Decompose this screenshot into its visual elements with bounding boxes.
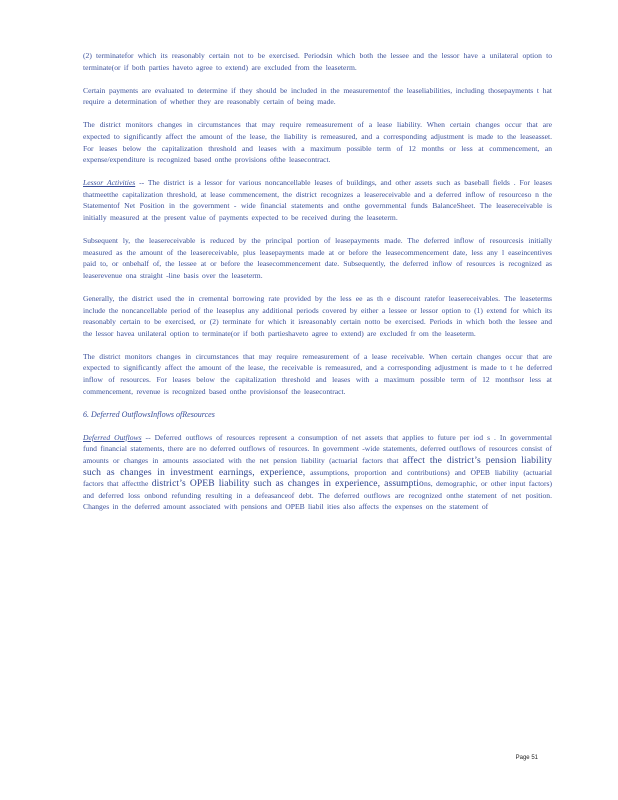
paragraph-lease-receivable-reduction: Subsequent ly, the leasereceivable is reduced by the principal portion of leasepayments made. The deferred inflow of resourcesis initially measured as the amount of the leasereceivable, plus leasepayments made at or before the leasecommencement date, less any l easeincentives paid to, or onbehalf of, the lessee at or before the leasecommencement date. Subsequently, the deferred inflow of resources is recognized as leaserevenue ona straight -line basis over the leaseterm. bbox=[83, 236, 552, 280]
document-body bbox=[83, 50, 552, 525]
page-number: 51 bbox=[531, 755, 538, 761]
paragraph-certain-payments: Certain payments are evaluated to determine if they should be included in the measurementof the leaseliabilities, including thosepayments t hat require a determination of whether they are reasonably certain of being made. bbox=[83, 85, 552, 107]
deferred-outflows-text-c: ns, demographic, or other input factors) and deferred loss onbond refunding resulting in a defeasanceof debt. The deferred outflows are recognized onthe statement of net position. Changes in the deferred amount associated with pensions and OPEB liabil ities also affects the expenses on the statement of bbox=[83, 479, 552, 512]
page-label: Page bbox=[515, 755, 530, 761]
deferred-outflows-lead: Deferred Outflows bbox=[83, 432, 142, 442]
paragraph-lease-liability-remeasurement: The district monitors changes in circumstances that may require remeasurement of a lease liability. When certain changes occur that are expected to significantly affect the amount of the lease, the liability is remeasured, and a corresponding adjustment is made to the leaseasset. For leases below the capitalization threshold and leases with a maximum possible term of 12 months or less at commencement, an expense/expenditure is recognized based onthe provisions ofthe leasecontract. bbox=[83, 120, 552, 165]
section-heading-deferred: 6. Deferred OutflowsInflows ofResources bbox=[83, 409, 215, 419]
lessor-activities-lead: Lessor Activities bbox=[83, 178, 136, 188]
paragraph-lease-receivable-remeasurement: The district monitors changes in circumstances that may require remeasurement of a lease receivable. When certain changes occur that are expected to significantly affect the amount of the lease, the receivable is remeasured, and a corresponding adjustment is made to t he deferred inflow of resources. For leases below the capitalization threshold and leases with a maximum possible term of 12 monthsor less at commencement, revenue is recognized based onthe provisionsof the leasecontract. bbox=[83, 351, 552, 396]
deferred-outflows-text-a: -- Deferred outflows of resources represent a consumption of net assets that applies to future per iod s . In governmental fund financial statements, there are no deferred outflows of resources. In government -wide statements, deferred outflows of resources consist of amounts or changes in amounts associated with the net pension liability (actuarial factors that bbox=[83, 432, 552, 466]
lessor-activities-text: -- The district is a lessor for various noncancellable leases of buildings, and other assets such as baseball fields . For leases thatmeetthe capitalization threshold, at lease commencement, the district recognizes a leasereceivable and a deferred inflow of resourceso n the Statementof Net Position in the government - wide financial statements and onthe governmental funds BalanceSheet. The leasereceivable is initially measured at the present value of payments expected to be received during the leaseterm. bbox=[83, 178, 552, 223]
paragraph-deferred-outflows bbox=[83, 432, 552, 513]
page-footer bbox=[516, 755, 538, 761]
deferred-outflows-opeb-text: district’s OPEB liability such as changes in experience, assumptio bbox=[151, 478, 424, 490]
paragraph-lease-term-termination: (2) terminatefor which its reasonably certain not to be exercised. Periodsin which both the lessee and the lessor have a unilateral option to terminate(or if both parties haveto agree to extend) are excluded from the leaseterm. bbox=[83, 51, 552, 72]
deferred-outflows-pension-text: affect the district’s pension liability such as changes in investment earnings, experience, bbox=[83, 455, 553, 478]
paragraph-lessor-activities bbox=[83, 177, 552, 223]
paragraph-discount-rate: Generally, the district used the in cremental borrowing rate provided by the less ee as th e discount ratefor leasereceivables. The leaseterms include the noncancellable period of the leaseplus any additional periods covered by either a lessee or lessor option to (1) extend for which its reasonably certain to be exercised, or (2) terminate for which it isreasonably certain notto be exercised. Periods in which both the lessee and the lessor havea unilateral option to terminate(or if both partieshaveto agree to extend) are excluded fr om the leaseterm. bbox=[83, 294, 552, 338]
deferred-outflows-text-b: assumptions, proportion and contributions) and OPEB liability (actuarial factors that affectthe bbox=[83, 467, 552, 489]
